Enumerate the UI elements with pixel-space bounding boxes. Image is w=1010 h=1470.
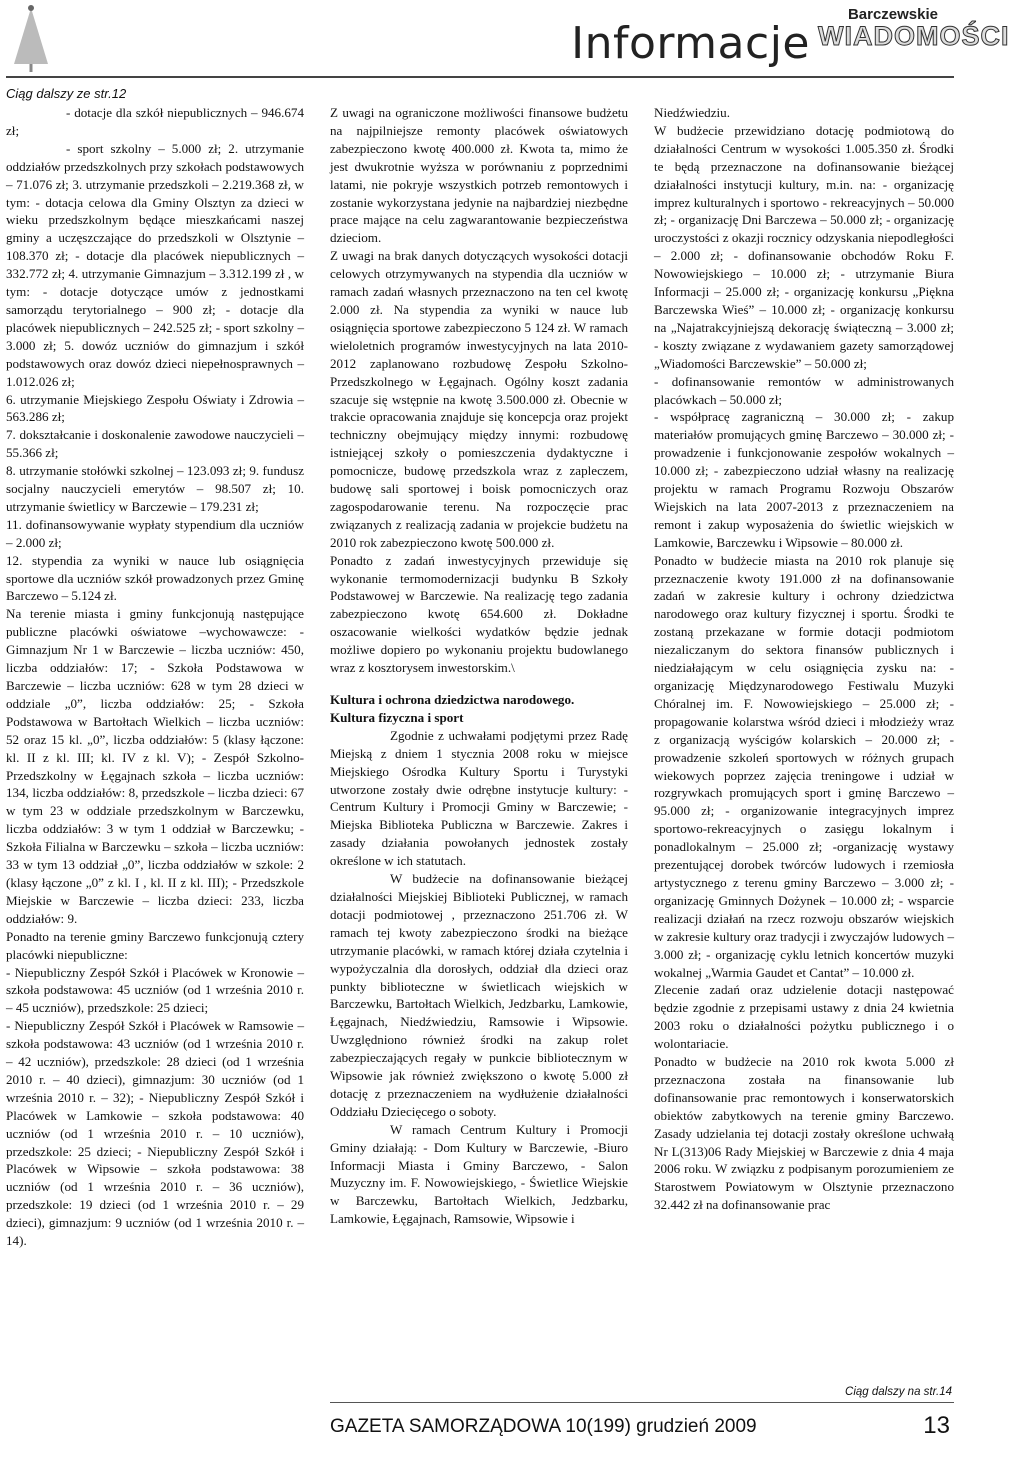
column-2	[330, 104, 628, 1228]
paragraph: - dotacje dla szkół niepublicznych – 946.674 zł;	[6, 105, 304, 138]
section-title: Informacje	[571, 18, 810, 69]
paragraph: Ponadto w budżecie na 2010 rok kwota 5.000 zł przeznaczona została na finansowanie lub dofinansowanie prac remontowych i konserwatorskich obiektów zabytkowych na terenie gminy Barczewo. Zasady udzielania tej dotacji zostały określone uchwałą Nr L(313)06 Rady Miejskiej w Barczewie z dnia 4 maja 2006 roku. W związku z podpisanym porozumieniem ze Starostwem Powiatowym w Olsztynie przeznaczono 32.442 zł na dofinansowanie prac	[654, 1054, 954, 1213]
paragraph: Z uwagi na ograniczone możliwości finansowe budżetu na najpilniejsze remonty placówek oświatowych zabezpieczono kwotę 400.000 zł. Kwota ta, mimo że jest dwukrotnie wyższa w porównaniu z poprzednimi latami, nie pokryje wszystkich potrzeb remontowych i zostanie wykorzystana jedynie na najbardziej niezbędne prace mające na celu zagwarantowanie bezpieczeństwa dzieciom.	[330, 105, 628, 246]
paragraph: Z uwagi na brak danych dotyczących wysokości dotacji celowych otrzymywanych na stypendia dla uczniów w ramach zadań własnych przeznaczono na ten cel kwotę 2.000 zł. Na stypendia za wyniki w nauce lub osiągnięcia sportowe zabezpieczono 5 124 zł. W ramach wieloletnich programów inwestycyjnych na lata 2010-2012 zaplanowano rozbudowę Zespołu Szkolno-Przedszkolnego w Łęgajnach. Ogólny koszt zadania szacuje się wstępnie na kwotę 3.500.000 zł. Obecnie w trakcie opracowania znajduje się koncepcja oraz projekt techniczny obejmujący między innymi: rozbudowę istniejącej szkoły o pomieszczenia dydaktyczne i pomocnicze, budowę przedszkola wraz z zapleczem, budowę sali sportowej i boisk pomocniczych oraz zagospodarowanie terenu. Na rozpoczęcie prac związanych z realizacją zadania w projekcie budżetu na 2010 rok zabezpieczono kwotę 500.000 zł.	[330, 248, 628, 550]
paragraph: 11. dofinansowywanie wypłaty stypendium dla uczniów – 2.000 zł;	[6, 516, 304, 550]
paragraph: Ponadto na terenie gminy Barczewo funkcjonują cztery placówki niepubliczne:	[6, 928, 304, 962]
paragraph: 12. stypendia za wyniki w nauce lub osiągnięcia sportowe dla uczniów szkół prowadzonych przez Gminę Barczewo – 5.124 zł.	[6, 552, 304, 604]
paragraph: Ponadto z zadań inwestycyjnych przewiduje się wykonanie termomodernizacji budynku B Szkoły Podstawowej w Barczewie. Na realizację tego zadania zabezpieczono kwotę 654.600 zł. Dokładne oszacowanie wielkości wydatków będzie jednak możliwe dopiero po wykonaniu projektu budowlanego wraz z kosztorysem inwestorskim.\	[330, 552, 628, 676]
footer-rule	[330, 1402, 954, 1403]
paragraph: - dofinansowanie remontów w administrowanych placówkach – 50.000 zł;	[654, 373, 954, 407]
paragraph: 8. utrzymanie stołówki szkolnej – 123.093 zł; 9. fundusz socjalny nauczycieli emerytów – 98.507 zł; 10. utrzymanie świetlicy w Barczewie – 179.231 zł;	[6, 463, 304, 514]
column-1	[6, 104, 304, 1250]
paragraph: - współpracę zagraniczną – 30.000 zł; - zakup materiałów promujących gminę Barczewo – 30.000 zł; - prowadzenie i funkcjonowanie zespołów wokalnych –10.000 zł; - zabezpieczono udział własny na realizację projektu w ramach Programu Rozwoju Obszarów Wiejskich na lata 2007-2013 z przeznaczeniem na remont i zakup wyposażenia do świetlic wiejskich w Lamkowie, Barczewku i Wipsowie – 80.000 zł.	[654, 409, 954, 550]
christmas-tree-icon	[8, 4, 54, 74]
header-rule	[6, 76, 954, 78]
paragraph: W budżecie na dofinansowanie bieżącej działalności Miejskiej Biblioteki Publicznej, w ramach dotacji podmiotowej , przeznaczono 251.706 zł. W ramach tej kwoty zabezpieczono środki na bieżące utrzymanie placówki, w ramach której działa czytelnia i wypożyczalnia dla dorosłych, oddział dla dzieci oraz punkty biblioteczne w świetlicach wiejskich w Barczewku, Bartołtach Wielkich, Jedzbarku, Lamkowie, Łęgajnach, Niedźwiedziu, Ramsowie i Wipsowie. Uwzględniono również środki na zakup rolet zabezpieczających regały w punkcie bibliotecznym w Wipsowie jak również zwiększono o kwotę 5.000 zł dotację z przeznaczeniem na wydłużenie działalności Oddziału Dziecięcego o soboty.	[330, 871, 628, 1119]
continued-from-note: Ciąg dalszy ze str.12	[6, 86, 127, 101]
paragraph: Na terenie miasta i gminy funkcjonują następujące publiczne placówki oświatowe –wychowawcze: - Gimnazjum Nr 1 w Barczewie – liczba uczniów: 450, liczba oddziałów: 17; - Szkoła Podstawowa w Barczewie – liczba uczniów: 628 w tym 28 dzieci w oddziale „0”, liczba oddziałów: 25; - Szkoła Podstawowa w Bartołtach Wielkich – liczba uczniów: 52 oraz 15 kl. „0”, liczba oddziałów: 5 (klasy łączone: kl. II z kl. III; kl. IV z kl. V); - Zespół Szkolno-Przedszkolny w Łęgajnach szkoła – liczba uczniów: 134, liczba oddziałów: 8, przedszkole – liczba dzieci: 67 w tym 23 w oddziale przedszkolnym w Barczewku, liczba oddziałów: 3 w tym 1 oddział w Barczewku; - Szkoła Filialna w Barczewku – szkoła – liczba uczniów: 33 w tym 13 oddział „0”, liczba oddziałów w szkole: 2 (klasy łączone „0” z kl. I , kl. II z kl. III); - Przedszkole Miejskie w Barczewie – liczba dzieci: 233, liczba oddziałów: 9.	[6, 606, 304, 926]
brand-top: Barczewskie	[847, 6, 938, 23]
continued-on-note: Ciąg dalszy na str.14	[845, 1386, 952, 1398]
paragraph: Niedźwiedziu.	[654, 105, 730, 120]
paragraph: - sport szkolny – 5.000 zł; 2. utrzymanie oddziałów przedszkolnych przy szkołach podstawowych – 71.076 zł; 3. utrzymanie przedszkoli – 2.219.368 zł, w tym: - dotacja celowa dla Gminy Olsztyn za dzieci w wieku przedszkolnym będące mieszkańcami naszej gminy a uczęszczające do przedszkoli w Olsztynie – 108.370 zł; - dotacje dla placówek niepublicznych – 332.772 zł; 4. utrzymanie Gimnazjum – 3.312.199 zł , w tym: - dotacje dotyczące umów z jednostkami samorządu terytorialnego – 900 zł; - dotacje dla placówek niepublicznych – 242.525 zł; - sport szkolny – 3.000 zł; 5. dowóz uczniów do gimnazjum i szkół podstawowych oraz dowóz dzieci niepełnosprawnych – 1.012.026 zł;	[6, 140, 304, 389]
section-heading: Kultura i ochrona dziedzictwa narodowego.	[330, 692, 575, 707]
brand-logo	[818, 4, 1010, 74]
paragraph: 6. utrzymanie Miejskiego Zespołu Oświaty i Zdrowia – 563.286 zł;	[6, 391, 304, 425]
paragraph: - Niepubliczny Zespół Szkół i Placówek w Kronowie – szkoła podstawowa: 45 uczniów (od 1 września 2010 r. – 45 uczniów), przedszkole: 25 dzieci;	[6, 964, 304, 1016]
paragraph: Zlecenie zadań oraz udzielenie dotacji następować będzie zgodnie z przepisami ustawy z dnia 24 kwietnia 2003 roku o działalności pożytku publicznego i o wolontariacie.	[654, 982, 954, 1052]
column-3	[654, 104, 954, 1214]
paragraph: - Niepubliczny Zespół Szkół i Placówek w Ramsowie – szkoła podstawowa: 43 uczniów (od 1 września 2010 r. – 42 uczniów), przedszkole: 28 dzieci (od 1 września 2010 r. – 40 dzieci), gimnazjum: 30 uczniów (od 1 września 2010 r. – 32); - Niepubliczny Zespół Szkół i Placówek w Lamkowie – szkoła podstawowa: 40 uczniów (od 1 września 2010 r. – 10 uczniów), przedszkole: 25 dzieci; - Niepubliczny Zespół Szkół i Placówek w Wipsowie – szkoła podstawowa: 38 uczniów (od 1 września 2010 r. – 36 uczniów), przedszkole: 19 dzieci (od 1 września 2010 r. – 29 dzieci), gimnazjum: 9 uczniów (od 1 września 2010 r. – 14).	[6, 1018, 304, 1249]
publication-footer: GAZETA SAMORZĄDOWA 10(199) grudzień 2009	[330, 1416, 757, 1437]
section-heading: Kultura fizyczna i sport	[330, 709, 464, 725]
brand-bottom: WIADOMOŚCI	[818, 21, 1010, 51]
paragraph: Ponadto w budżecie miasta na 2010 rok planuje się przeznaczenie kwoty 191.000 zł na dofinansowanie zadań w zakresie kultury i ochrony dziedzictwa narodowego oraz kultury fizycznej i sportu. Środki te zostaną przekazane w formie dotacji podmiotom niezaliczanym do sektora finansów publicznych i niedziałającym w celu osiągnięcia zysku na: - organizację Międzynarodowego Festiwalu Muzyki Chóralnej im. F. Nowowiejskiego – 25.000 zł; - propagowanie kolarstwa wśród dzieci i młodzieży wraz z organizacją wyścigów kolarskich – 20.000 zł; - prowadzenie szkoleń sportowych w różnych grupach wiekowych poprzez zajęcia treningowe i udział w rozgrywkach promujących sport i gminę Barczewo – 95.000 zł; - organizowanie integracyjnych imprez sportowo-rekreacyjnych o zasięgu lokalnym i ponadlokalnym – 25.000 zł; -organizację wystawy prezentującej dorobek twórców ludowych i rzemiosła artystycznego z terenu gminy Barczewo – 3.000 zł; - organizację Gminnych Dożynek – 10.000 zł; - wsparcie realizacji działań na rzecz rozwoju obszarów wiejskich w zakresie kultury oraz tradycji i zwyczajów ludowych – 3.000 zł; - organizację cyklu letnich koncertów muzyki wokalnej „Warmia Gaudet et Cantat” – 10.000 zł.	[654, 552, 954, 980]
page-number: 13	[923, 1412, 950, 1439]
paragraph: W budżecie przewidziano dotację podmiotową do działalności Centrum w wysokości 1.005.350 zł. Środki te będą przeznaczone na dofinansowanie bieżącej działalności instytucji kultury, m.in. na: - organizację imprez kulturalnych i sportowo - rekreacyjnych – 50.000 zł; - organizację Dni Barczewa – 50.000 zł; - organizację uroczystości z okazji rocznicy odzyskania niepodległości – 2.000 zł; - dofinansowanie obchodów Roku F. Nowowiejskiego – 10.000 zł; - utrzymanie Biura Informacji – 25.000 zł; - organizację konkursu „Piękna Barczewska Wieś” – 10.000 zł; - organizację konkursu na „Najatrakcyjniejszą dekorację świąteczną – 3.000 zł; - koszty związane z wydawaniem gazety samorządowej „Wiadomości Barczewskie” – 50.000 zł;	[654, 122, 954, 371]
paragraph: W ramach Centrum Kultury i Promocji Gminy działają: - Dom Kultury w Barczewie, -Biuro Informacji Miasta i Gminy Barczewo, - Salon Muzyczny im. F. Nowowiejskiego, - Świetlice Wiejskie w Barczewku, Bartołtach Wielkich, Jedzbarku, Lamkowie, Łęgajnach, Ramsowie, Wipsowie i	[330, 1121, 628, 1227]
paragraph: 7. dokształcanie i doskonalenie zawodowe nauczycieli – 55.366 zł;	[6, 427, 304, 461]
paragraph: Zgodnie z uchwałami podjętymi przez Radę Miejską z dniem 1 stycznia 2008 roku w miejsce Miejskiego Ośrodka Kultury Sportu i Turystyki utworzone zostały dwie odrębne instytucje kultury: - Centrum Kultury i Promocji Gminy w Barczewie; - Miejska Biblioteka Publiczna w Barczewie. Zakres i zasady działania powołanych jednostek zostały określone w ich statutach.	[330, 727, 628, 869]
